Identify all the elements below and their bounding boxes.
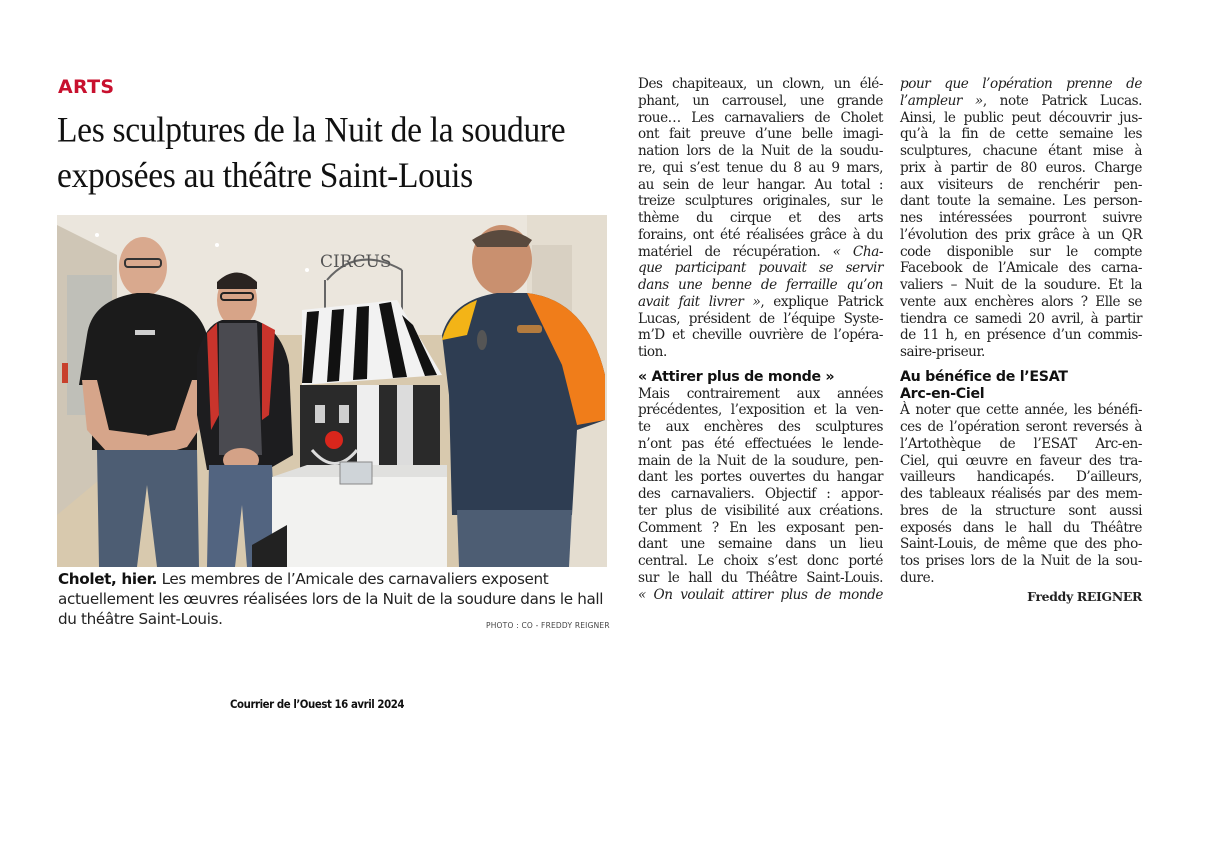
text-line: phant, un carrousel, une grande [638,92,883,109]
text-line: des tableaux réalisés par des mem- [900,486,1142,502]
text-fragment: matériel de récupération. [638,243,833,260]
text-line: Saint-Louis, de même que des pho- [900,536,1142,553]
text-line: Des chapiteaux, un clown, un élé- [638,76,883,92]
article-headline [57,108,617,199]
photo-fire-extinguisher [62,363,68,383]
text-line: n’ont pas été effectuées le lende- [638,435,883,452]
text-line: exposés dans le hall du Théâtre [900,519,1142,536]
continued-paragraph [900,76,1142,361]
text-line: nes intéressées pourront suivre [900,210,1142,226]
quote-line: pour que l’opération prenne de [900,76,1142,92]
text-line: tion. [638,344,667,360]
text-line: ter plus de visibilité aux créations. [638,502,883,519]
text-line: À noter que cette année, les bénéfi- [900,402,1142,419]
text-fragment: , note Patrick Lucas. [982,92,1142,109]
text-line: tiendra ce samedi 20 avril, à partir [900,310,1142,327]
text-line [638,294,883,311]
caption-lead: Cholet, hier. [58,570,158,588]
photo-caption [58,569,610,629]
text-line: main de la Nuit de la soudure, pen- [638,452,883,469]
quote-fragment: avait fait livrer » [638,293,761,310]
text-line: m’D et cheville ouvrière de l’opéra- [638,327,883,344]
text-line: vente aux enchères alors ? Elle se [900,293,1142,310]
author-signature: Freddy REIGNER [1027,588,1142,604]
esat-paragraph [900,402,1142,586]
quote-line: que participant pouvait se servir [638,260,883,277]
subheading-esat [900,369,1142,403]
text-line: des carnavaliers. Objectif : appor- [638,486,883,502]
text-line: prix à partir de 80 euros. Charge [900,159,1142,176]
text-line [638,244,883,261]
text-line: l’évolution des prix grâce à un QR [900,226,1142,243]
quote-fragment: l’ampleur » [900,92,983,109]
headline-line-2: exposées au théâtre Saint-Louis [57,155,473,196]
text-fragment: , explique Patrick [760,293,884,310]
text-line: dure. [900,569,935,586]
text-line: précédentes, l’exposition et la ven- [638,402,883,419]
subheading-line-1: Au bénéfice de l’ESAT [900,368,1068,385]
text-line: Ciel, qui œuvre en faveur des tra- [900,452,1142,469]
quote-line: dans une benne de ferraille qu’on [638,277,883,293]
text-line: l’Artothèque de l’ESAT Arc-en- [900,435,1142,452]
text-line: roue… Les carnavaliers de Cholet [638,109,883,126]
text-line: au sein de leur hangar. Au total : [638,176,883,193]
photo-credit: PHOTO : CO - FREDDY REIGNER [486,621,610,630]
section2-paragraph [638,386,883,604]
text-line: thème du cirque et des arts [638,210,883,226]
quote-line: « On voulait attirer plus de monde [638,586,883,603]
section-rubric: ARTS [58,76,115,98]
text-line: ont fait preuve d’une belle imagi- [638,126,883,143]
article-photo [57,215,607,567]
text-line: Comment ? En les exposant pen- [638,519,883,536]
text-line: forains, ont été réalisées grâce à du [638,226,883,243]
text-line: dant toute la semaine. Les person- [900,193,1142,210]
text-line: Mais contrairement aux années [638,385,883,402]
text-line: Lucas, président de l’équipe Syste- [638,310,883,327]
sculpture-sign-text: CIRCUS [320,252,392,272]
text-line: sur le hall du Théâtre Saint-Louis. [638,569,883,586]
text-line: valiers – Nuit de la soudure. Et la [900,277,1142,293]
text-line: dant une semaine dans un lieu [638,536,883,553]
text-line: central. Le choix s’est donc porté [638,553,883,569]
text-line: vailleurs handicapés. D’ailleurs, [900,469,1142,486]
text-line: ces de l’opération seront reversés à [900,419,1142,435]
text-line: nation lors de la Nuit de la soudu- [638,143,883,159]
source-note: Courrier de l’Ouest 16 avril 2024 [230,697,405,711]
article-column-2 [638,76,883,603]
text-line: de 11 h, en présence d’un commis- [900,327,1142,344]
headline-line-1: Les sculptures de la Nuit de la soudure [57,110,566,151]
subheading-attirer: « Attirer plus de monde » [638,368,835,385]
intro-paragraph [638,76,883,361]
pedestal [272,477,447,567]
quote-fragment: « Cha- [832,243,883,260]
text-line: Ainsi, le public peut découvrir jus- [900,109,1142,126]
sculpture-label-card [340,462,372,484]
text-line: sculptures, chacune étant mise à [900,143,1142,159]
text-line: Facebook de l’Amicale des carna- [900,260,1142,277]
text-line [900,93,1142,110]
text-line: re, qui s’est tenue du 8 au 9 mars, [638,159,883,176]
subheading-line-2: Arc-en-Ciel [900,385,985,402]
text-line: dant les portes ouvertes du hangar [638,469,883,486]
text-line: treize sculptures originales, sur le [638,193,883,210]
clown-nose [325,431,343,449]
text-line: aux visiteurs de renchérir pen- [900,176,1142,193]
text-line: code disponible sur le compte [900,243,1142,260]
text-line: te aux enchères des sculptures [638,419,883,435]
caption-text: Les membres de l’Amicale des carnavaliers exposent actuellement les œuvres réalisées lors de la Nuit de la soudure dans le hall du théâtre Saint-Louis. [58,570,604,628]
text-line: tos prises lors de la Nuit de la sou- [900,553,1142,569]
text-line: bres de la structure sont aussi [900,502,1142,519]
text-line: saire-priseur. [900,344,985,360]
text-line: qu’à la fin de cette semaine les [900,126,1142,143]
article-column-3 [900,76,1142,605]
